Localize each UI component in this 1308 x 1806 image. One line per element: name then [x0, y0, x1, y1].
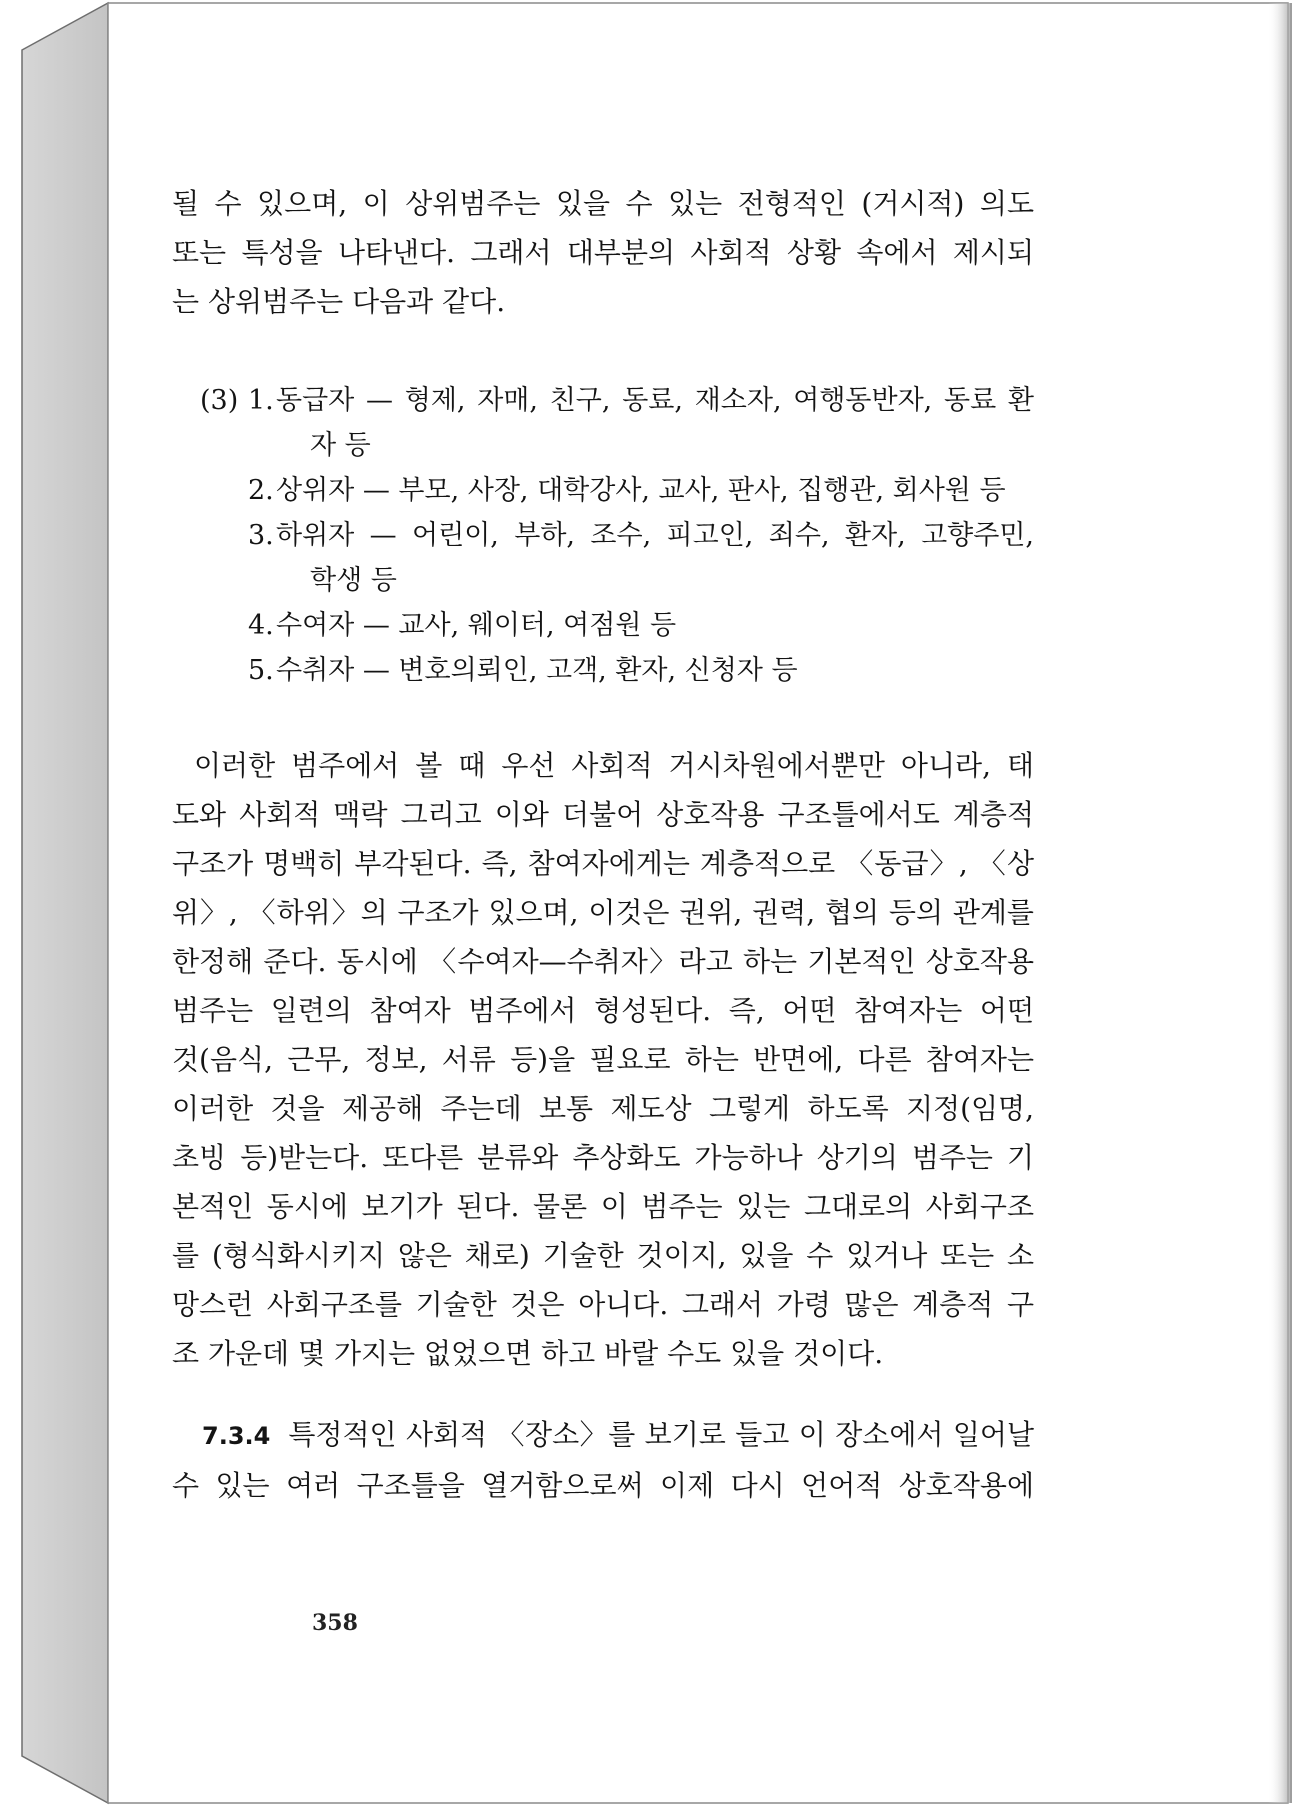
list-item-text: 하위자 — 어린이, 부하, 조수, 피고인, 죄수, 환자, 고향주민,	[276, 520, 1034, 551]
page-edge-shadow	[1268, 3, 1292, 1803]
paragraph-3	[172, 1410, 1034, 1510]
paragraph-line: 도와 사회적 맥락 그리고 이와 더불어 상호작용 구조틀에서도 계층적	[172, 798, 1034, 831]
list-item-number: 3.	[248, 520, 274, 551]
paragraph-line: 될 수 있으며, 이 상위범주는 있을 수 있는 전형적인 (거시적) 의도	[172, 187, 1034, 220]
section-number: 7.3.4	[202, 1422, 271, 1450]
paragraph-line: 이러한 범주에서 볼 때 우선 사회적 거시차원에서뿐만 아니라, 태	[194, 749, 1034, 782]
list-item-number: 4.	[248, 610, 274, 641]
book-spine	[22, 3, 108, 1803]
list-item-text: 상위자 — 부모, 사장, 대학강사, 교사, 판사, 집행관, 회사원 등	[276, 475, 1006, 506]
list-item	[200, 513, 1034, 603]
paragraph-line: 것(음식, 근무, 정보, 서류 등)을 필요로 하는 반면에, 다른 참여자는	[172, 1043, 1034, 1076]
paragraph-line: 위〉, 〈하위〉의 구조가 있으며, 이것은 권위, 권력, 협의 등의 관계를	[172, 896, 1034, 929]
paragraph-1	[172, 179, 1034, 326]
paragraph-line-text: 특정적인 사회적 〈장소〉를 보기로 들고 이 장소에서 일어날	[288, 1418, 1034, 1451]
paragraph-line: 범주는 일련의 참여자 범주에서 형성된다. 즉, 어떤 참여자는 어떤	[172, 994, 1034, 1027]
list-item-number: 5.	[248, 655, 274, 686]
list-item-text: 학생 등	[310, 565, 397, 596]
paragraph-line: 또는 특성을 나타낸다. 그래서 대부분의 사회적 상황 속에서 제시되	[172, 236, 1034, 269]
list-item-text: 동급자 — 형제, 자매, 친구, 동료, 재소자, 여행동반자, 동료 환	[276, 385, 1034, 416]
paragraph-2	[172, 741, 1034, 1378]
paragraph-line: 본적인 동시에 보기가 된다. 물론 이 범주는 있는 그대로의 사회구조	[172, 1190, 1034, 1223]
example-label: (3)	[200, 385, 239, 416]
list-item	[200, 468, 1034, 513]
paragraph-line: 수 있는 여러 구조틀을 열거함으로써 이제 다시 언어적 상호작용에	[172, 1469, 1034, 1502]
paragraph-line: 한정해 준다. 동시에 〈수여자—수취자〉라고 하는 기본적인 상호작용	[172, 945, 1034, 978]
paragraph-line: 구조가 명백히 부각된다. 즉, 참여자에게는 계층적으로 〈동급〉, 〈상	[172, 847, 1034, 880]
paragraph-line: 를 (형식화시키지 않은 채로) 기술한 것이지, 있을 수 있거나 또는 소	[172, 1239, 1034, 1272]
paragraph-line: 조 가운데 몇 가지는 없었으면 하고 바랄 수도 있을 것이다.	[172, 1337, 884, 1370]
list-item-text: 수취자 — 변호의뢰인, 고객, 환자, 신청자 등	[276, 655, 798, 686]
paragraph-line: 초빙 등)받는다. 또다른 분류와 추상화도 가능하나 상기의 범주는 기	[172, 1141, 1034, 1174]
paragraph-line: 망스런 사회구조를 기술한 것은 아니다. 그래서 가령 많은 계층적 구	[172, 1288, 1034, 1321]
list-item-text: 수여자 — 교사, 웨이터, 여점원 등	[276, 610, 677, 641]
paragraph-line: 는 상위범주는 다음과 같다.	[172, 285, 506, 318]
list-item	[200, 378, 1034, 468]
paragraph-line	[172, 1410, 1034, 1461]
paragraph-line: 이러한 것을 제공해 주는데 보통 제도상 그렇게 하도록 지정(임명,	[172, 1092, 1034, 1125]
list-item	[200, 603, 1034, 648]
page-number: 358	[312, 1610, 358, 1636]
list-item	[200, 648, 1034, 693]
list-item-text: 자 등	[310, 430, 371, 461]
example-list	[200, 378, 1034, 693]
list-item-number: 1.	[248, 385, 274, 416]
list-item-number: 2.	[248, 475, 274, 506]
